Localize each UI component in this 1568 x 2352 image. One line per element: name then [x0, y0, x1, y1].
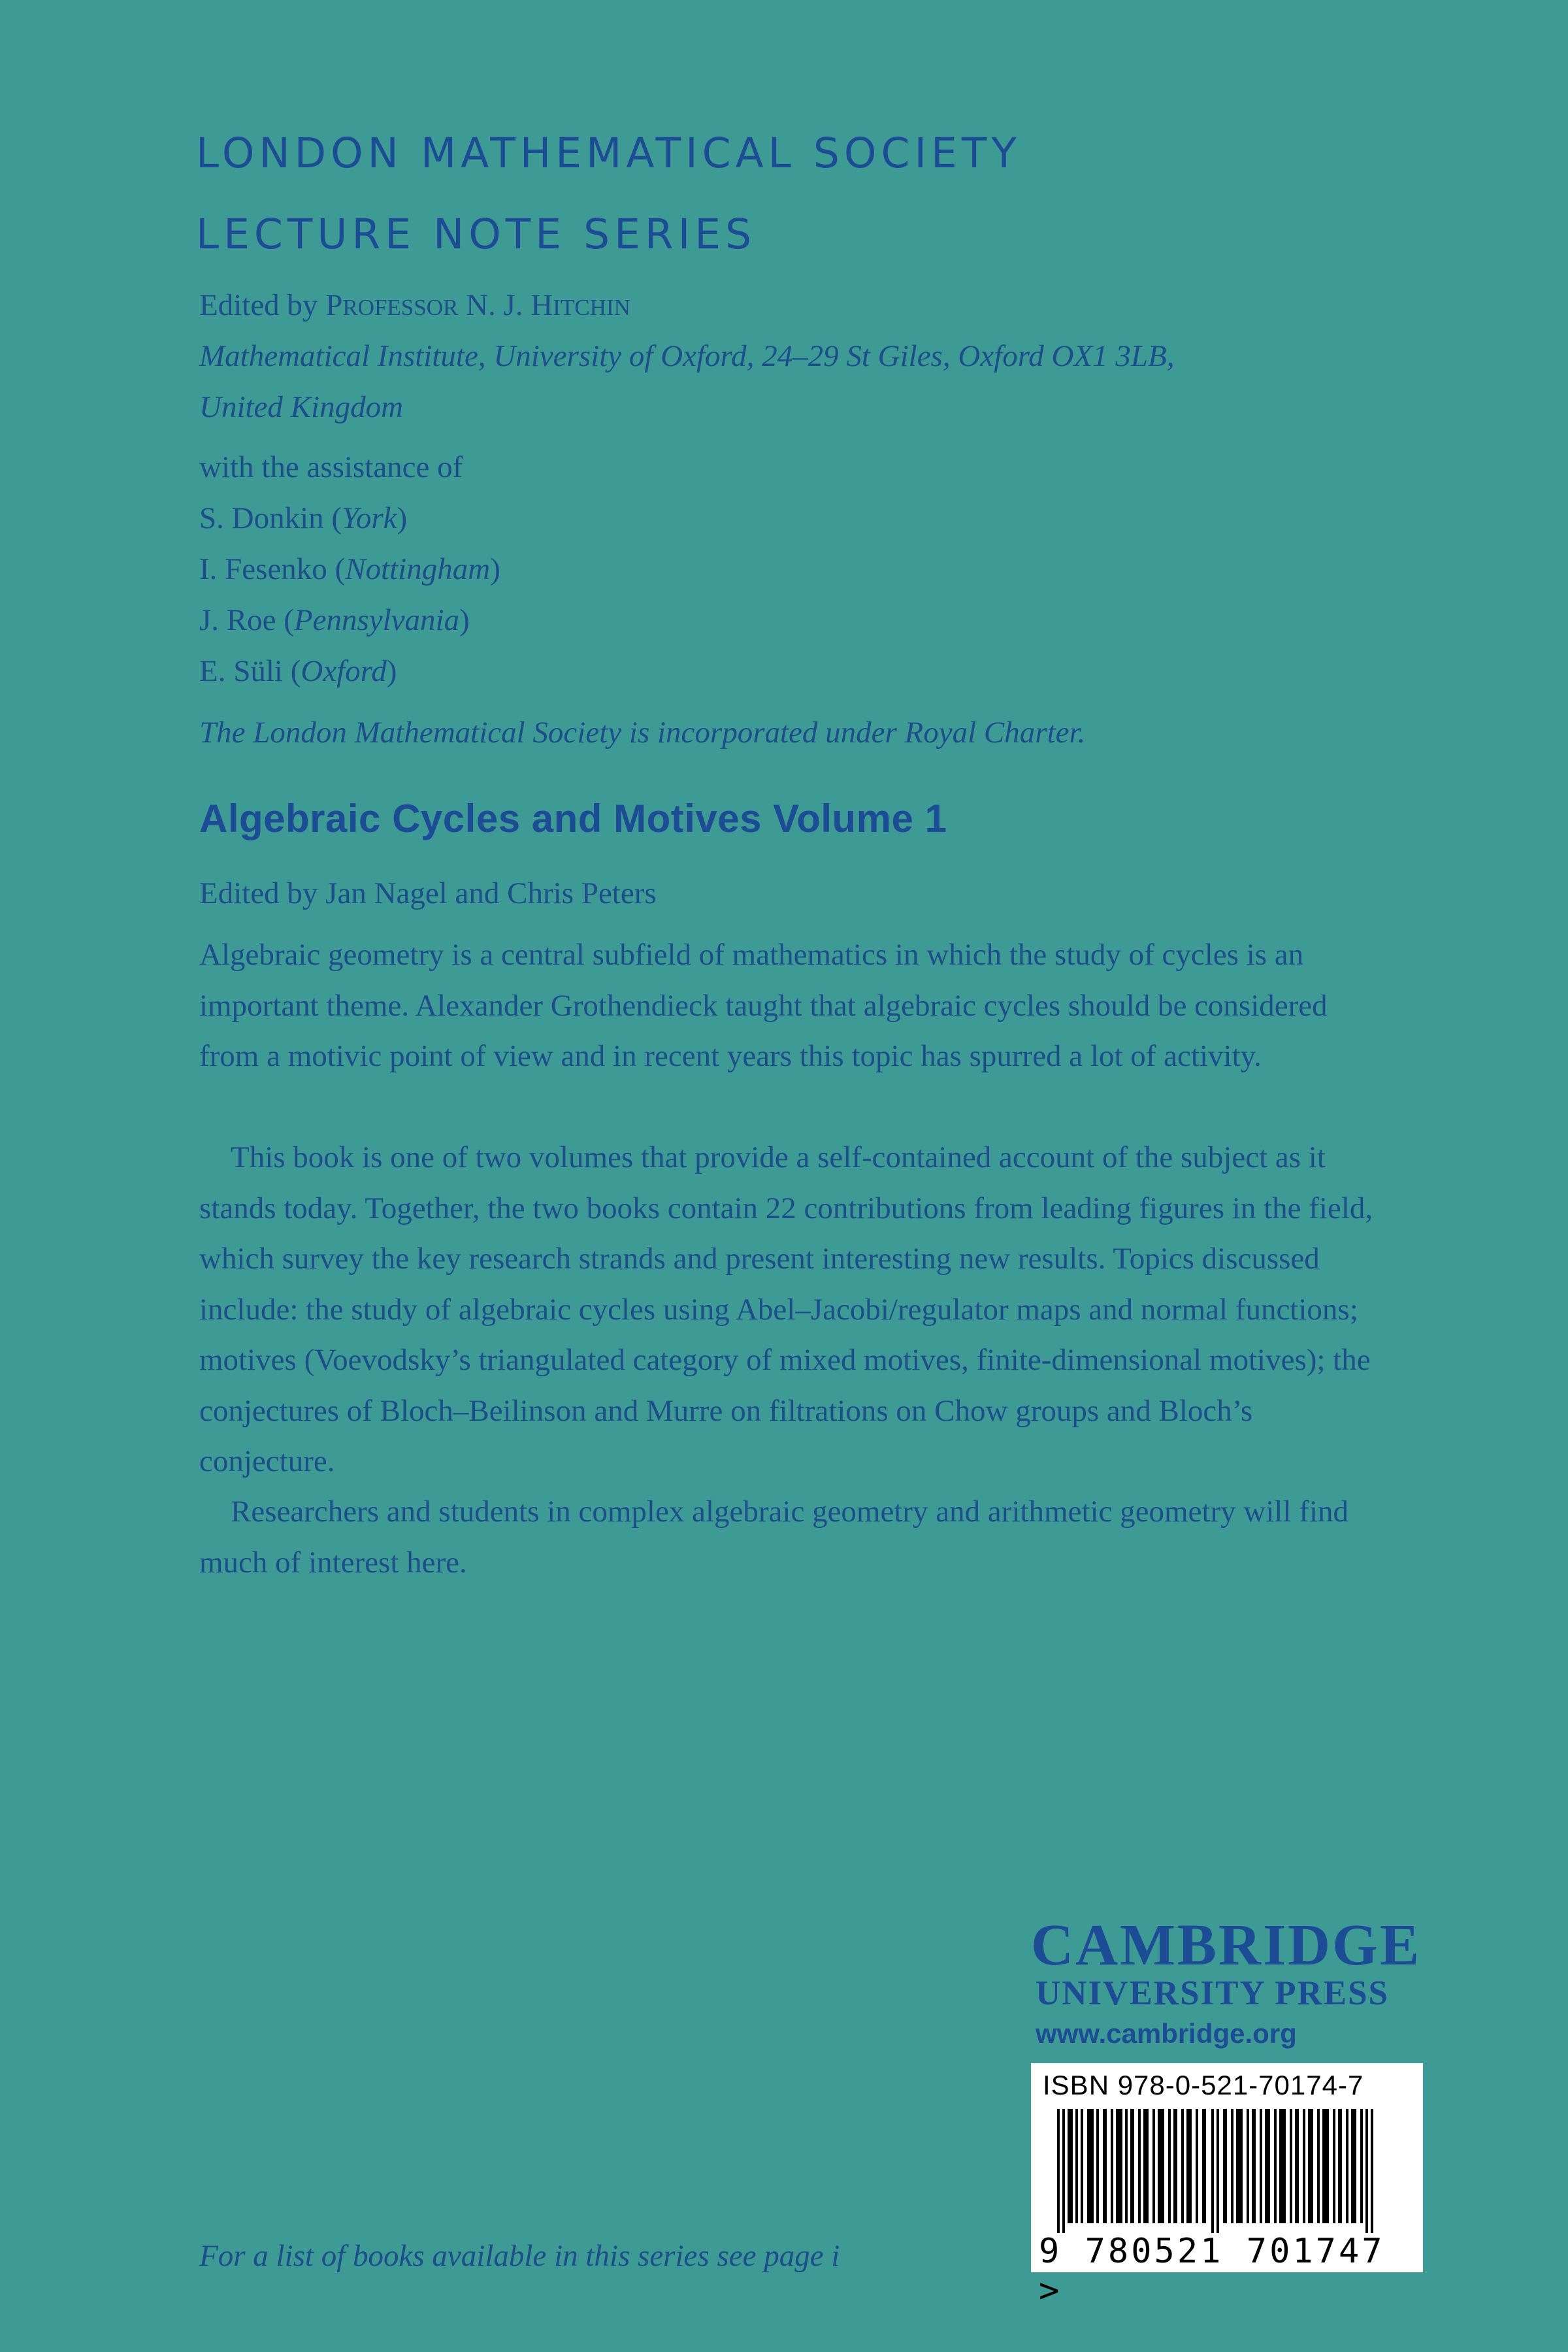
publisher-name: CAMBRIDGE — [1031, 1913, 1422, 1978]
assistant-place: Pennsylvania — [293, 603, 460, 637]
editor-name-initials: N. J. H — [458, 288, 553, 322]
isbn-label: ISBN 978-0-521-70174-7 — [1043, 2070, 1364, 2100]
description-paragraph-2: This book is one of two volumes that provide a self-contained account of the subject as it stands today. Together, the two books contain 22 contributions from leading figures in the field, which survey the key research strands and present interesting new results. Topics discussed include: the study of algebraic cycles using Abel–Jacobi/regulator maps and normal functions; motives (Voevodsky’s triangulated category of mixed motives, finite-dimensional motives); the conjectures of Bloch–Beilinson and Murre on filtrations on Chow groups and Bloch’s conjecture. — [199, 1140, 1373, 1478]
assistant-entry: I. Fesenko (Nottingham) — [199, 552, 500, 586]
assistant-name: S. Donkin — [199, 501, 324, 535]
editor-title-initial: P — [325, 288, 343, 322]
editor-name-rest: ITCHIN — [553, 295, 630, 320]
editor-address-line2: United Kingdom — [199, 390, 404, 424]
assistant-name: E. Süli — [199, 654, 283, 688]
publisher-url[interactable]: www.cambridge.org — [1036, 2018, 1297, 2049]
assistant-place: York — [342, 501, 397, 535]
series-title-line1: LONDON MATHEMATICAL SOCIETY — [196, 129, 1021, 177]
editor-prefix: Edited by — [199, 288, 326, 322]
assistant-entry: S. Donkin (York) — [199, 501, 408, 535]
footer-note: For a list of books available in this series see page i — [199, 2239, 840, 2273]
assistant-place: Nottingham — [345, 552, 491, 586]
book-editors: Edited by Jan Nagel and Chris Peters — [199, 876, 657, 910]
assistant-place: Oxford — [301, 654, 387, 688]
isbn-digits: 9 780521 701747 > — [1039, 2232, 1385, 2310]
editor-line — [199, 288, 630, 323]
editor-address-line1: Mathematical Institute, University of Oxford, 24–29 St Giles, Oxford OX1 3LB, — [199, 339, 1175, 373]
description-paragraph-1: Algebraic geometry is a central subfield of mathematics in which the study of cycles is an important theme. Alexander Grothendieck taught that algebraic cycles should be considered from a motivic point of view and in recent years this topic has spurred a lot of activity. — [199, 938, 1328, 1073]
assistance-intro: with the assistance of — [199, 450, 463, 484]
assistant-entry: E. Süli (Oxford) — [199, 654, 397, 688]
barcode-box — [1031, 2063, 1423, 2310]
series-title-line2: LECTURE NOTE SERIES — [196, 210, 757, 258]
book-title: Algebraic Cycles and Motives Volume 1 — [199, 797, 947, 840]
barcode-icon — [1057, 2109, 1397, 2233]
description-paragraph-3: Researchers and students in complex algebraic geometry and arithmetic geometry will find much of interest here. — [199, 1495, 1349, 1580]
publisher-subtitle: UNIVERSITY PRESS — [1036, 1974, 1390, 2012]
assistant-entry: J. Roe (Pennsylvania) — [199, 603, 470, 637]
editor-title-rest: ROFESSOR — [342, 295, 459, 320]
assistant-name: I. Fesenko — [199, 552, 327, 586]
charter-note: The London Mathematical Society is incorporated under Royal Charter. — [199, 716, 1086, 750]
assistant-name: J. Roe — [199, 603, 276, 637]
